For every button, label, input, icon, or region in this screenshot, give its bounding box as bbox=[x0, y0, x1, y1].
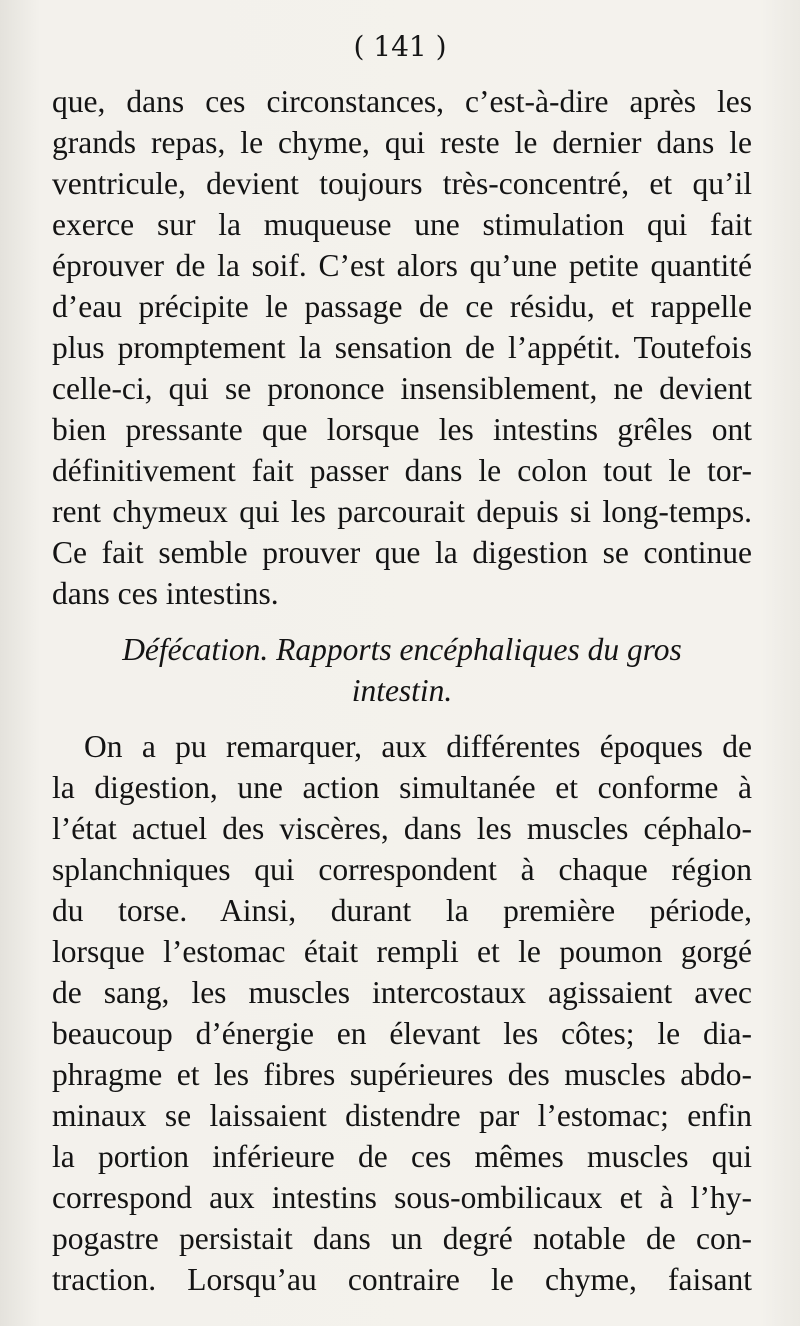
text-line: beaucoup d’énergie en élevant les côtes; le dia- bbox=[52, 1016, 752, 1051]
text-line: ventricule, devient toujours très-concentré, et qu’il bbox=[52, 166, 752, 201]
section-heading: Défécation. Rapports encéphaliques du gros bbox=[122, 632, 682, 667]
text-line: pogastre persistait dans un degré notable de con- bbox=[52, 1221, 752, 1256]
section-heading: intestin. bbox=[351, 673, 453, 708]
text-line: bien pressante que lorsque les intestins grêles ont bbox=[52, 412, 752, 447]
text-line: la digestion, une action simultanée et conforme à bbox=[52, 770, 752, 805]
text-line: de sang, les muscles intercostaux agissaient avec bbox=[52, 975, 752, 1010]
text-line: plus promptement la sensation de l’appétit. Toutefois bbox=[52, 330, 752, 365]
text-line: phragme et les fibres supérieures des muscles abdo- bbox=[52, 1057, 752, 1092]
text-line: lorsque l’estomac était rempli et le poumon gorgé bbox=[52, 934, 752, 969]
text-line: définitivement fait passer dans le colon tout le tor- bbox=[52, 453, 752, 488]
text-line: la portion inférieure de ces mêmes muscles qui bbox=[52, 1139, 752, 1174]
text-line: du torse. Ainsi, durant la première période, bbox=[52, 893, 752, 928]
text-line: éprouver de la soif. C’est alors qu’une petite quantité bbox=[52, 248, 752, 283]
text-line: celle-ci, qui se prononce insensiblement, ne devient bbox=[52, 371, 752, 406]
page-number: ( 141 ) bbox=[353, 30, 447, 63]
text-line: l’état actuel des viscères, dans les muscles céphalo- bbox=[52, 811, 752, 846]
text-line: rent chymeux qui les parcourait depuis si long-temps. bbox=[52, 494, 752, 529]
text-line: Ce fait semble prouver que la digestion se continue bbox=[52, 535, 752, 570]
text-line: correspond aux intestins sous-ombilicaux et à l’hy- bbox=[52, 1180, 752, 1215]
text-line: minaux se laissaient distendre par l’estomac; enfin bbox=[52, 1098, 752, 1133]
text-line: dans ces intestins. bbox=[52, 576, 279, 611]
text-line: exerce sur la muqueuse une stimulation qui fait bbox=[52, 207, 752, 242]
text-line: On a pu remarquer, aux différentes époques de bbox=[84, 729, 752, 764]
text-line: splanchniques qui correspondent à chaque région bbox=[52, 852, 752, 887]
text-line: d’eau précipite le passage de ce résidu, et rappelle bbox=[52, 289, 752, 324]
text-line: traction. Lorsqu’au contraire le chyme, faisant bbox=[52, 1262, 752, 1297]
text-line: que, dans ces circonstances, c’est-à-dire après les bbox=[52, 84, 752, 119]
text-line: grands repas, le chyme, qui reste le dernier dans le bbox=[52, 125, 752, 160]
